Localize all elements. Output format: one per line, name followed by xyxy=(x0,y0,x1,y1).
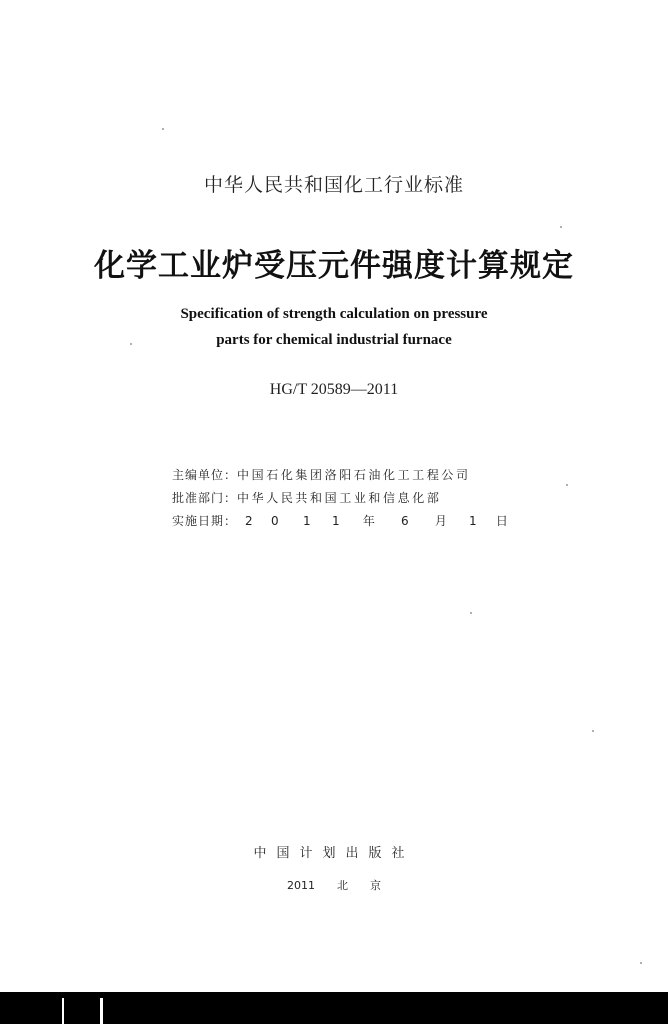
scan-speck xyxy=(640,962,642,964)
publication-line xyxy=(0,877,668,893)
approver-value: 中华人民共和国工业和信息化部 xyxy=(237,491,442,505)
editor-value: 中国石化集团洛阳石油化工工程公司 xyxy=(237,468,471,482)
effective-date-row xyxy=(172,512,517,529)
scan-speck xyxy=(162,128,164,130)
date-digit: 1 xyxy=(469,514,477,528)
scan-edge-mark xyxy=(100,998,103,1024)
publication-year: 2011 xyxy=(287,879,315,892)
scan-speck xyxy=(560,226,562,228)
date-digit: 1 xyxy=(332,514,340,528)
english-title-line-2: parts for chemical industrial furnace xyxy=(216,332,452,348)
publication-city-1: 北 xyxy=(337,879,348,892)
scan-speck xyxy=(130,343,132,345)
scan-edge-mark xyxy=(62,998,64,1024)
scan-speck xyxy=(566,484,568,486)
approver-row xyxy=(172,489,441,506)
effective-date-label: 实施日期： xyxy=(172,514,238,528)
date-day-char: 日 xyxy=(495,514,508,528)
editor-label: 主编单位： xyxy=(172,468,238,482)
standard-category-header: 中华人民共和国化工行业标准 xyxy=(203,174,464,196)
document-title: 化学工业炉受压元件强度计算规定 xyxy=(94,248,574,284)
english-title-line-1: Specification of strength calculation on pressure xyxy=(180,306,488,322)
date-month-char: 月 xyxy=(434,514,447,528)
publisher-name: 中国计划出版社 xyxy=(253,846,415,861)
date-year-char: 年 xyxy=(362,514,375,528)
publication-city-2: 京 xyxy=(370,879,381,892)
date-digit: 2 xyxy=(245,514,253,528)
date-digit: 0 xyxy=(271,514,279,528)
standard-code: HG/T 20589—2011 xyxy=(269,381,399,398)
approver-label: 批准部门： xyxy=(172,491,238,505)
date-digit: 6 xyxy=(401,514,409,528)
scan-speck xyxy=(592,730,594,732)
date-digit: 1 xyxy=(303,514,311,528)
editor-row xyxy=(172,466,471,483)
effective-date-value xyxy=(237,514,517,528)
scan-speck xyxy=(470,612,472,614)
